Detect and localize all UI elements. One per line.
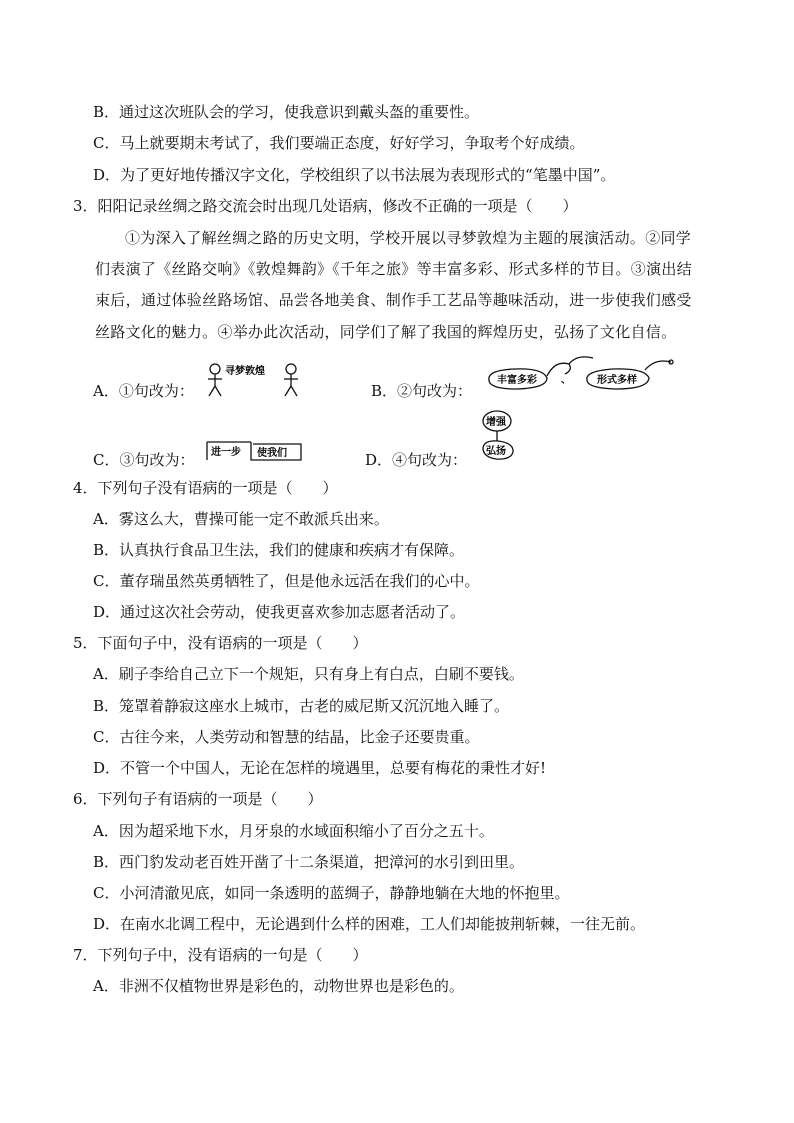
q3-option-d-label: D．④句改为： bbox=[365, 451, 468, 469]
mark-b-text-1: 丰富多彩 bbox=[497, 375, 537, 386]
q5-option-d: D．不管一个中国人，无论在怎样的境遇里，总要有梅花的秉性才好! bbox=[93, 759, 547, 777]
q6-option-d: D．在南水北调工程中，无论遇到什么样的困难，工人们却能披荆斩棘，一往无前。 bbox=[93, 915, 646, 933]
q2-option-c: C．马上就要期末考试了，我们要端正态度，好好学习，争取考个好成绩。 bbox=[93, 134, 585, 152]
mark-b-text-2: 形式多样 bbox=[597, 375, 637, 386]
q6-stem: 6．下列句子有语病的一项是（ ） bbox=[73, 790, 323, 808]
mark-b-comma: 、 bbox=[561, 375, 571, 386]
q3-passage-line-3: 束后，通过体验丝路场馆、品尝各地美食、制作手工艺品等趣味活动，进一步使我们感受 bbox=[95, 291, 692, 309]
q3-stem: 3．阳阳记录丝绸之路交流会时出现几处语病，修改不正确的一项是（ ） bbox=[73, 197, 578, 215]
mark-c-text-1: 进一步 bbox=[211, 447, 241, 458]
q3-passage-line-2: 们表演了《丝路交响》《敦煌舞韵》《千年之旅》等丰富多彩、形式多样的节目。③演出结 bbox=[95, 260, 693, 278]
q4-stem: 4．下列句子没有语病的一项是（ ） bbox=[73, 479, 338, 497]
q3-option-a-label: A．①句改为： bbox=[93, 382, 194, 400]
q5-option-c: C．古往今来，人类劳动和智慧的结晶，比金子还要贵重。 bbox=[93, 728, 480, 746]
q5-stem: 5．下面句子中，没有语病的一项是（ ） bbox=[73, 634, 368, 652]
q2-option-b: B．通过这次班队会的学习，使我意识到戴头盔的重要性。 bbox=[93, 103, 480, 121]
q6-option-a: A．因为超采地下水，月牙泉的水域面积缩小了百分之五十。 bbox=[93, 822, 494, 840]
q7-stem: 7．下列句子中，没有语病的一句是（ ） bbox=[73, 946, 368, 964]
q3-option-c-correction-mark bbox=[205, 438, 305, 464]
q4-option-b: B．认真执行食品卫生法，我们的健康和疾病才有保障。 bbox=[93, 541, 465, 559]
q4-option-d: D．通过这次社会劳动，使我更喜欢参加志愿者活动了。 bbox=[93, 603, 466, 621]
q5-option-b: B．笼罩着静寂这座水上城市，古老的威尼斯又沉沉地入睡了。 bbox=[93, 697, 510, 715]
q3-option-b-correction-mark bbox=[485, 354, 680, 394]
q3-option-c-label: C．③句改为： bbox=[93, 451, 195, 469]
mark-d-bottom: 弘扬 bbox=[486, 446, 506, 457]
q3-passage-line-4: 丝路文化的魅力。④举办此次活动，同学们了解了我国的辉煌历史，弘扬了文化自信。 bbox=[95, 323, 677, 341]
q6-option-b: B．西门豹发动老百姓开凿了十二条渠道，把漳河的水引到田里。 bbox=[93, 853, 525, 871]
q3-option-d-correction-mark bbox=[480, 410, 522, 465]
q3-option-a-correction-mark bbox=[205, 360, 305, 400]
q3-passage-line-1: ①为深入了解丝绸之路的历史文明，学校开展以寻梦敦煌为主题的展演活动。②同学 bbox=[125, 229, 692, 247]
q4-option-c: C．董存瑞虽然英勇牺牲了，但是他永远活在我们的心中。 bbox=[93, 572, 480, 590]
q6-option-c: C．小河清澈见底，如同一条透明的蓝绸子，静静地躺在大地的怀抱里。 bbox=[93, 884, 570, 902]
q4-option-a: A．雾这么大，曹操可能一定不敢派兵出来。 bbox=[93, 510, 389, 528]
q5-option-a: A．刷子李给自己立下一个规矩，只有身上有白点，白刷不要钱。 bbox=[93, 665, 524, 683]
q7-option-a: A．非洲不仅植物世界是彩色的，动物世界也是彩色的。 bbox=[93, 977, 464, 995]
mark-c-text-2: 使我们 bbox=[257, 448, 287, 459]
q3-option-b-label: B．②句改为： bbox=[371, 382, 473, 400]
q2-option-d: D．为了更好地传播汉字文化，学校组织了以书法展为表现形式的“笔墨中国”。 bbox=[93, 166, 616, 184]
mark-d-top: 增强 bbox=[486, 417, 506, 428]
mark-a-text: 寻梦敦煌 bbox=[225, 366, 265, 377]
